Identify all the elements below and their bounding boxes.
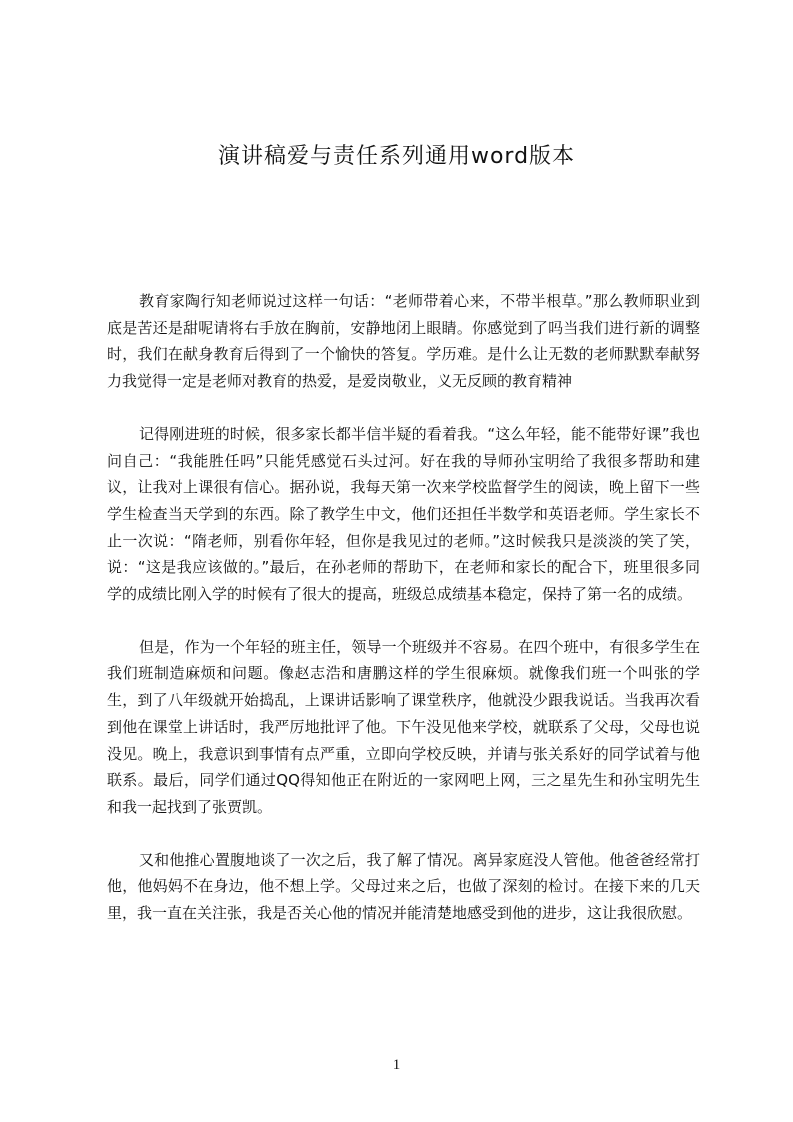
paragraph-3: 但是，作为一个年轻的班主任，领导一个班级并不容易。在四个班中，有很多学生在我们班制造麻烦和问题。像赵志浩和唐鹏这样的学生很麻烦。就像我们班一个叫张的学生，到了八年级就开始捣乱，上课讲话影响了课堂秩序，他就没少跟我说话。当我再次看到他在课堂上讲话时，我严厉地批评了他。下午没见他来学校，就联系了父母，父母也说没见。晚上，我意识到事情有点严重，立即向学校反映，并请与张关系好的同学试着与他联系。最后，同学们通过QQ得知他正在附近的一家网吧上网，三之星先生和孙宝明先生和我一起找到了张贾凯。 bbox=[107, 637, 700, 816]
paragraph-1: 教育家陶行知老师说过这样一句话：“老师带着心来，不带半根草。”那么教师职业到底是苦还是甜呢请将右手放在胸前，安静地闭上眼睛。你感觉到了吗当我们进行新的调整时，我们在献身教育后得到了一个愉快的答复。学历难。是什么让无数的老师默默奉献努力我觉得一定是老师对教育的热爱，是爱岗敬业，义无反顾的教育精神 bbox=[107, 292, 700, 391]
paragraph-2: 记得刚进班的时候，很多家长都半信半疑的看着我。“这么年轻，能不能带好课”我也问自己：“我能胜任吗”只能凭感觉石头过河。好在我的导师孙宝明给了我很多帮助和建议，让我对上课很有信心。据孙说，我每天第一次来学校监督学生的阅读，晚上留下一些学生检查当天学到的东西。除了教学生中文，他们还担任半数学和英语老师。学生家长不止一次说：“隋老师，别看你年轻，但你是我见过的老师。”这时候我只是淡淡的笑了笑，说：“这是我应该做的。”最后，在孙老师的帮助下，在老师和家长的配合下，班里很多同学的成绩比刚入学的时候有了很大的提高，班级总成绩基本稳定，保持了第一名的成绩。 bbox=[107, 424, 700, 604]
document-title: 演讲稿爱与责任系列通用word版本 bbox=[217, 144, 576, 169]
page-number: 1 bbox=[392, 1057, 401, 1073]
document-body bbox=[107, 288, 700, 953]
paragraph-4: 又和他推心置腹地谈了一次之后，我了解了情况。离异家庭没人管他。他爸爸经常打他，他妈妈不在身边，他不想上学。父母过来之后，也做了深刻的检讨。在接下来的几天里，我一直在关注张，我是否关心他的情况并能清楚地感受到他的进步，这让我很欣慰。 bbox=[107, 850, 700, 923]
